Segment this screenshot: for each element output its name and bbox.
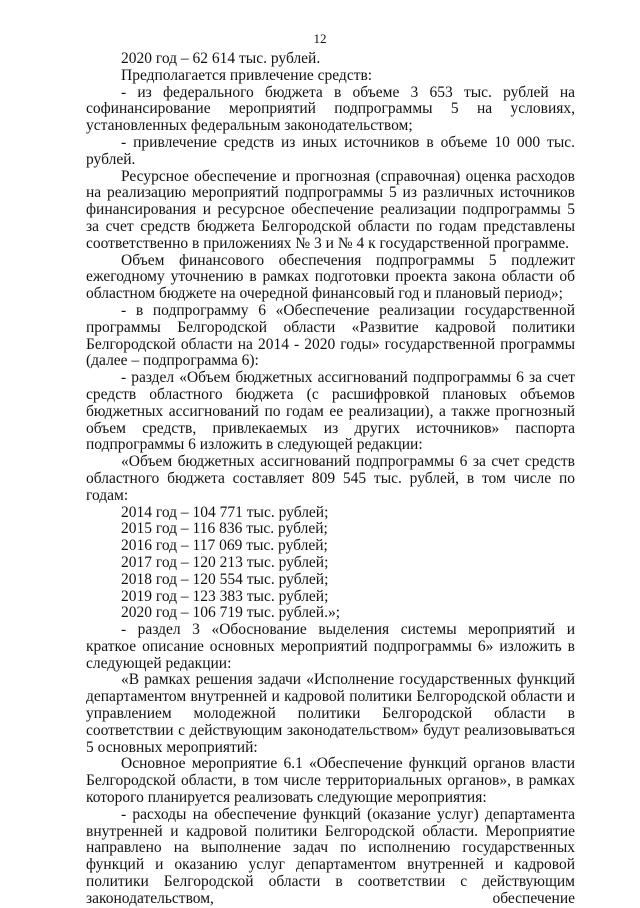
year-line: 2020 год – 106 719 тыс. рублей.»;	[121, 604, 341, 622]
paragraph: Ресурсное обеспечение и прогнозная (справочная) оценка расходов на реализацию мероприятий подпрограммы 5 из различных источников финансирования и ресурсное обеспечение реализации подпрограммы 5 за счет средств бюджета Белгородской области по годам представлены соответственно в приложениях № 3 и № 4 к государственной программе.	[86, 167, 575, 252]
paragraph: «В рамках решения задачи «Исполнение государственных функций департаментом внутренней и кадровой политики Белгородской области и управлением молодежной политики Белгородской области в соответствии с действующим законодательством» будут реализовываться 5 основных мероприятий:	[86, 671, 575, 756]
paragraph: - раздел 3 «Обоснование выделения системы мероприятий и краткое описание основных мероприятий подпрограммы 6» изложить в следующей редакции:	[86, 621, 575, 672]
paragraph: 2020 год – 62 614 тыс. рублей.	[121, 50, 321, 67]
page-number: 12	[313, 31, 327, 46]
paragraph: Объем финансового обеспечения подпрограммы 5 подлежит ежегодному уточнению в рамках подготовки проекта закона области об областном бюджете на очередной финансовый год и плановый период»;	[86, 251, 575, 303]
paragraph: - из федерального бюджета в объеме 3 653 тыс. рублей на софинансирование мероприятий подпрограммы 5 на условиях, установленных федеральным законодательством;	[86, 83, 575, 135]
year-line: 2015 год – 116 836 тыс. рублей;	[121, 520, 328, 538]
year-line: 2014 год – 104 771 тыс. рублей;	[121, 503, 329, 521]
paragraph: - расходы на обеспечение функций (оказание услуг) департамента внутренней и кадровой политики Белгородской области. Мероприятие направлено на выполнение задач по исполнению государственных функций и оказанию услуг департаментом внутренней и кадровой политики Белгородской области в соответствии с действующим законодательством, обеспечение	[86, 805, 575, 907]
paragraph: Предполагается привлечение средств:	[121, 66, 373, 84]
document-body	[86, 51, 575, 908]
paragraph: - в подпрограмму 6 «Обеспечение реализации государственной программы Белгородской области «Развитие кадровой политики Белгородской области на 2014 - 2020 годы» государственной программы (далее – подпрограмма 6):	[86, 301, 575, 370]
year-line: 2017 год – 120 213 тыс. рублей;	[121, 553, 329, 571]
year-line: 2016 год – 117 069 тыс. рублей;	[121, 537, 328, 555]
year-line: 2018 год – 120 554 тыс. рублей;	[121, 570, 329, 588]
paragraph: Основное мероприятие 6.1 «Обеспечение функций органов власти Белгородской области, в том числе территориальных органов», в рамках которого планируется реализовать следующие мероприятия:	[86, 755, 575, 807]
paragraph: - привлечение средств из иных источников в объеме 10 000 тыс. рублей.	[86, 133, 575, 168]
paragraph: «Объем бюджетных ассигнований подпрограммы 6 за счет средств областного бюджета составляет 809 545 тыс. рублей, в том числе по годам:	[86, 453, 575, 504]
paragraph: - раздел «Объем бюджетных ассигнований подпрограммы 6 за счет средств областного бюджета (с расшифровкой плановых объемов бюджетных ассигнований по годам ее реализации), а также прогнозный объем средств, привлекаемых из других источников» паспорта подпрограммы 6 изложить в следующей редакции:	[86, 369, 575, 454]
year-line: 2019 год – 123 383 тыс. рублей;	[121, 587, 329, 605]
